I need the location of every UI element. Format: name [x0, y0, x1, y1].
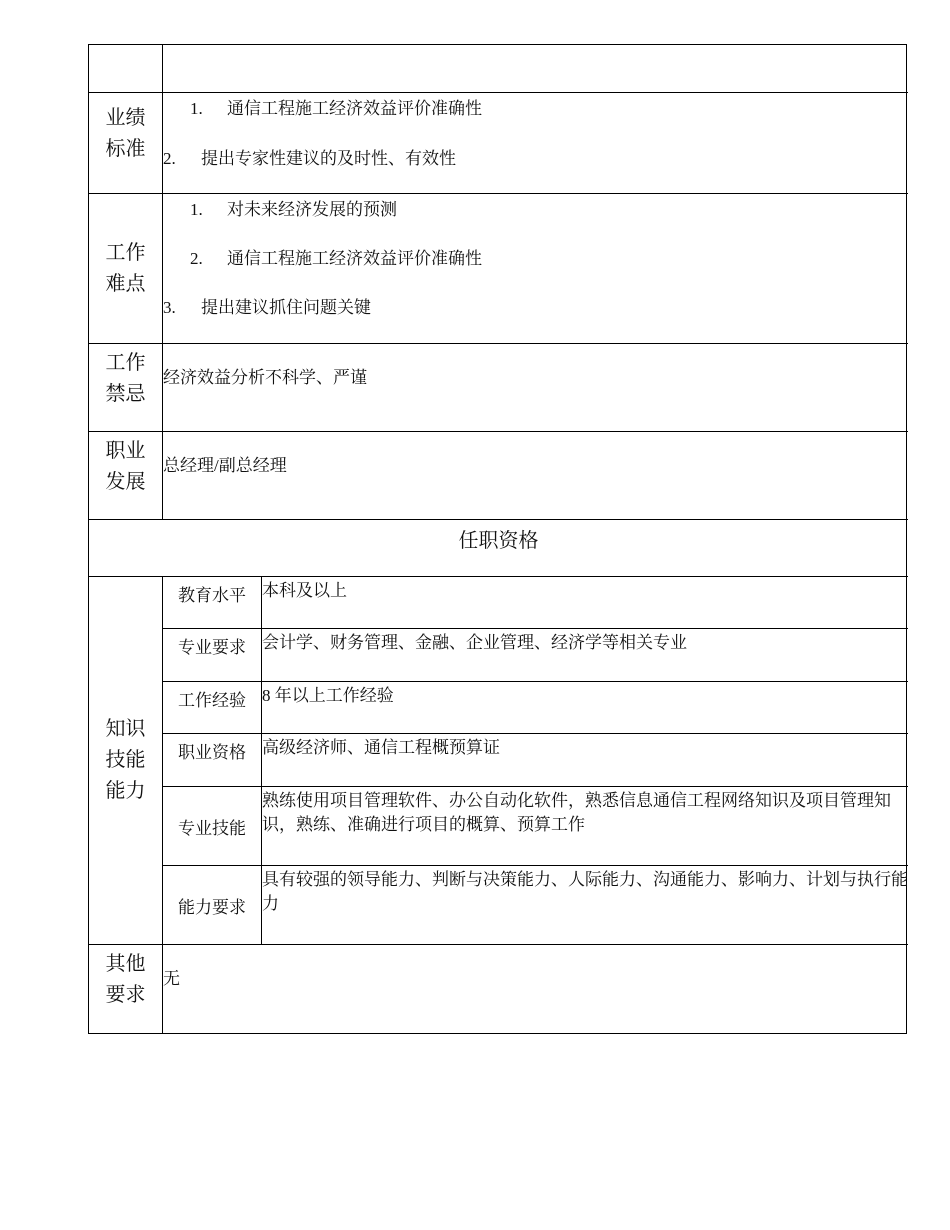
list-item: 1. 通信工程施工经济效益评价准确性 [190, 99, 482, 118]
taboo-value: 经济效益分析不科学、严谨 [163, 344, 908, 432]
list-item: 2. 提出专家性建议的及时性、有效性 [163, 149, 456, 168]
other-value: 无 [163, 969, 180, 988]
performance-content [163, 93, 908, 194]
blank-row-label [89, 45, 163, 93]
list-item: 3. 提出建议抓住问题关键 [163, 298, 371, 317]
experience-value: 8 年以上工作经验 [262, 682, 908, 734]
list-item: 1. 对未来经济发展的预测 [190, 200, 397, 219]
difficulty-content [163, 194, 908, 344]
ability-label: 能力要求 [163, 866, 262, 945]
blank-row-value [163, 45, 908, 93]
qualification-title: 任职资格 [89, 520, 908, 577]
skills-value: 熟练使用项目管理软件、办公自动化软件，熟悉信息通信工程网络知识及项目管理知识，熟练、准确进行项目的概算、预算工作 [262, 787, 908, 866]
difficulty-label: 工作 难点 [89, 194, 163, 344]
knowledge-label: 知识 技能 能力 [89, 577, 163, 945]
job-description-table [88, 44, 907, 1034]
list-item: 2. 通信工程施工经济效益评价准确性 [190, 249, 482, 268]
major-label: 专业要求 [163, 629, 262, 682]
ability-value: 具有较强的领导能力、判断与决策能力、人际能力、沟通能力、影响力、计划与执行能力 [262, 866, 908, 945]
education-label: 教育水平 [163, 577, 262, 629]
major-value: 会计学、财务管理、金融、企业管理、经济学等相关专业 [262, 629, 908, 682]
career-value: 总经理/副总经理 [163, 432, 908, 520]
certification-value: 高级经济师、通信工程概预算证 [262, 734, 908, 787]
other-label: 其他 要求 [89, 945, 163, 1033]
certification-label: 职业资格 [163, 734, 262, 787]
education-value: 本科及以上 [262, 577, 908, 629]
taboo-label: 工作 禁忌 [89, 344, 163, 432]
skills-label: 专业技能 [163, 787, 262, 866]
performance-label: 业绩 标准 [89, 93, 163, 194]
career-label: 职业 发展 [89, 432, 163, 520]
experience-label: 工作经验 [163, 682, 262, 734]
